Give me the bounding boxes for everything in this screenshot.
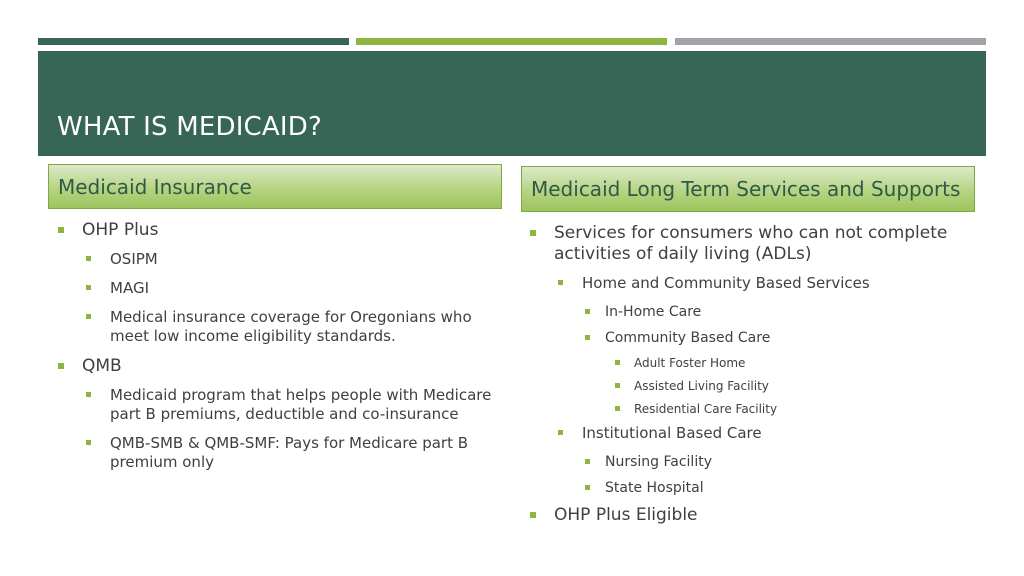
bullet-icon (585, 459, 590, 464)
list-item: MAGI (57, 279, 497, 298)
slide-title: WHAT IS MEDICAID? (57, 112, 322, 142)
right-column-header (521, 166, 975, 212)
bullet-icon (585, 485, 590, 490)
bullet-icon (86, 440, 91, 445)
bullet-icon (530, 512, 536, 518)
bullet-icon (86, 285, 91, 290)
bullet-icon (615, 360, 620, 365)
bullet-icon (558, 430, 563, 435)
accent-stripe-gray (675, 38, 986, 45)
bullet-icon (585, 335, 590, 340)
list-item: Services for consumers who can not complete activities of daily living (ADLs) (529, 223, 969, 265)
bullet-icon (86, 392, 91, 397)
left-bullet-list (57, 220, 497, 482)
accent-stripe-dark-green (38, 38, 349, 45)
bullet-icon (86, 314, 91, 319)
list-item: QMB-SMB & QMB-SMF: Pays for Medicare part B premium only (57, 434, 497, 472)
list-item: OHP Plus (57, 220, 497, 241)
list-item: Assisted Living Facility (529, 378, 969, 394)
accent-stripe-light-green (356, 38, 667, 45)
list-item: Home and Community Based Services (529, 274, 969, 293)
list-item: Nursing Facility (529, 453, 969, 471)
list-item: QMB (57, 356, 497, 377)
list-item: State Hospital (529, 479, 969, 497)
bullet-icon (530, 230, 536, 236)
bullet-icon (58, 227, 64, 233)
list-item: Adult Foster Home (529, 355, 969, 371)
list-item: Medical insurance coverage for Oregonians who meet low income eligibility standards. (57, 308, 497, 346)
list-item: Residential Care Facility (529, 401, 969, 417)
left-column-header-label: Medicaid Insurance (58, 174, 252, 199)
left-column-header (48, 164, 502, 209)
bullet-icon (615, 406, 620, 411)
bullet-icon (58, 363, 64, 369)
title-band (38, 51, 986, 156)
right-column-header-label: Medicaid Long Term Services and Supports (531, 177, 961, 201)
bullet-icon (585, 309, 590, 314)
list-item: In-Home Care (529, 303, 969, 321)
bullet-icon (558, 280, 563, 285)
list-item: Institutional Based Care (529, 424, 969, 443)
bullet-icon (615, 383, 620, 388)
list-item: Community Based Care (529, 329, 969, 347)
right-bullet-list (529, 223, 969, 535)
list-item: Medicaid program that helps people with Medicare part B premiums, deductible and co-insurance (57, 386, 497, 424)
list-item: OSIPM (57, 250, 497, 269)
bullet-icon (86, 256, 91, 261)
list-item: OHP Plus Eligible (529, 505, 969, 526)
